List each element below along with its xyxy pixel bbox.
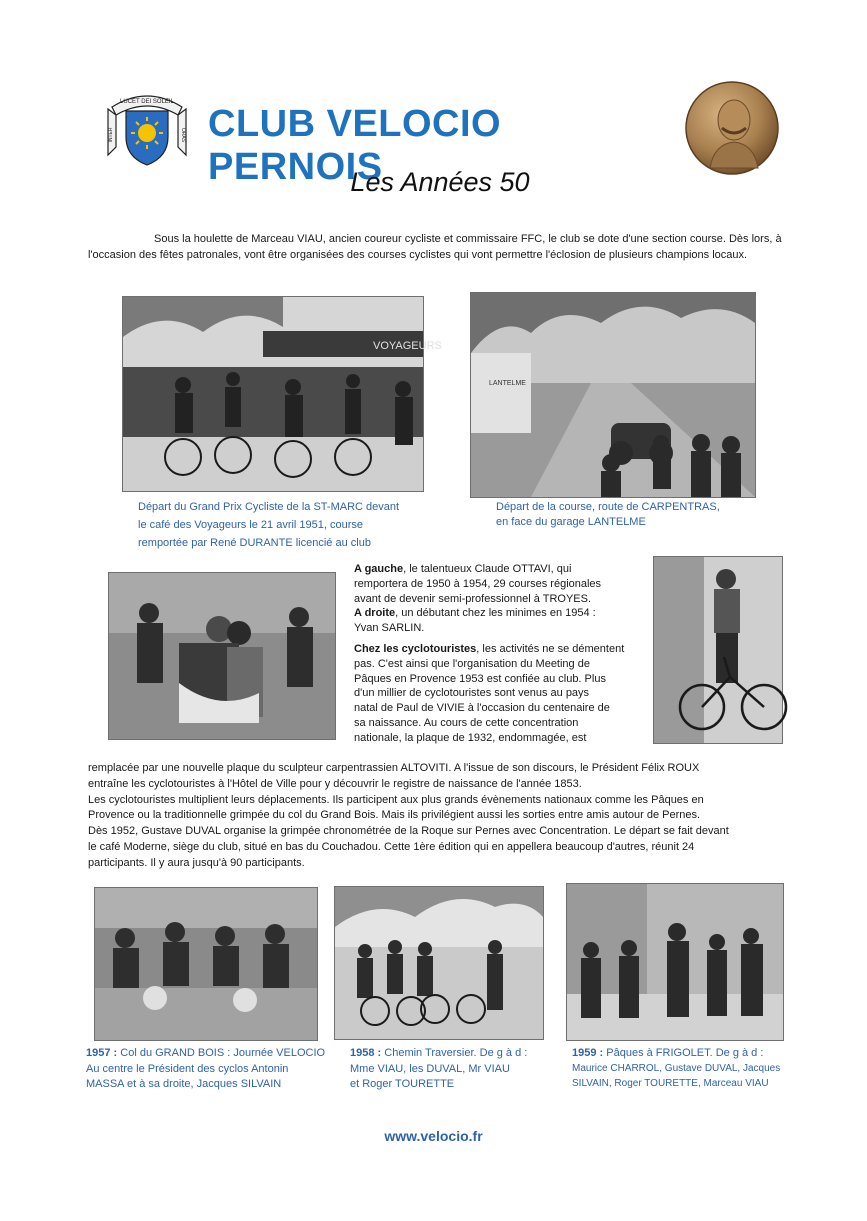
caption-year: 1959 : (572, 1047, 604, 1059)
caption-photo-2 (496, 500, 756, 530)
svg-text:ORAS: ORAS (180, 127, 186, 143)
text-line: le café Moderne, siège du club, situé en bas du Couchadou. Cette 1ère édition qui en appellera beaucoup d'autres, réunit 24 (88, 840, 695, 853)
caption-line: SILVAIN, Roger TOURETTE, Marceau VIAU (572, 1078, 769, 1089)
caption-line: le café des Voyageurs le 21 avril 1951, course (138, 519, 364, 531)
footer-url-link[interactable]: www.velocio.fr (384, 1128, 483, 1144)
caption-line: Au centre le Président des cyclos Antonin (86, 1062, 289, 1075)
text-line: remportera de 1950 à 1954, 29 courses régionales (354, 577, 602, 590)
intro-paragraph (88, 232, 788, 263)
photo-chemin-traversier (334, 886, 544, 1040)
caption-line: Maurice CHARROL, Gustave DUVAL, Jacques (572, 1063, 781, 1074)
text-line: pas. C'est ainsi que l'organisation du Meeting de (354, 657, 590, 670)
photo-carpentras-road-start (470, 292, 756, 498)
cyclo-label: Chez les cyclotouristes (354, 642, 477, 655)
caption-photo-1 (138, 498, 438, 552)
caption-line: Mme VIAU, les DUVAL, Mr VIAU (350, 1062, 510, 1075)
left-label: A gauche (354, 563, 404, 575)
caption-year: 1958 : (350, 1047, 382, 1059)
caption-line: Col du GRAND BOIS : Journée VELOCIO (117, 1047, 326, 1059)
ottavi-paragraph (354, 562, 650, 636)
text-line: sa naissance. Au cours de cette concentration (354, 716, 579, 729)
cyclo-paragraph (354, 642, 650, 746)
full-width-paragraph (88, 761, 798, 872)
text-line: remplacée par une nouvelle plaque du sculpteur carpentrassien ALTOVITI. A l'issue de son discours, le Président Félix ROUX (88, 762, 700, 774)
text-line: , le talentueux Claude OTTAVI, qui (403, 563, 572, 575)
svg-text:LUCET DEI SOLEIL: LUCET DEI SOLEIL (120, 99, 174, 105)
text-line: , un débutant chez les minimes en 1954 : (395, 607, 596, 620)
page-subtitle: Les Années 50 (350, 167, 530, 197)
text-line: Pâques en Provence 1953 est confiée au club. Plus (354, 672, 606, 685)
caption-line: Départ du Grand Prix Cycliste de la ST-MARC devant (138, 501, 400, 513)
text-line: participants. Il y aura jusqu'à 90 participants. (88, 856, 305, 869)
caption-line: Départ de la course, route de CARPENTRAS, (496, 501, 720, 513)
text-line: natal de Paul de VIVIE à l'occasion du centenaire de (354, 702, 610, 715)
svg-text:INTER: INTER (108, 127, 114, 143)
caption-line: Pâques à FRIGOLET. De g à d : (603, 1047, 764, 1059)
photo-claude-ottavi (108, 572, 336, 740)
caption-line: Chemin Traversier. De g à d : (381, 1047, 528, 1059)
voyageurs-sign: VOYAGEURS (373, 340, 442, 352)
right-label: A droite (354, 607, 396, 620)
text-line: Les cyclotouristes multiplient leurs déplacements. Ils participent aux plus grands évènements nationaux comme les Pâques en (88, 793, 704, 806)
caption-1959 (572, 1046, 787, 1091)
crest-icon (104, 85, 190, 171)
caption-line: remportée par René DURANTE licencié au club (138, 537, 371, 549)
caption-1958 (350, 1046, 550, 1093)
velocio-medallion (684, 80, 780, 176)
text-line: Provence ou la traditionnelle grimpée du col du Grand Bois. Mais ils privilégient aussi les sorties entre amis autour de Pernes. (88, 809, 701, 822)
intro-text: Sous la houlette de Marceau VIAU, ancien coureur cycliste et commissaire FFC, le club se dote d'une section course. Dès lors, à l'occasion des fêtes patronales, vont être organisées des courses cyclistes qui vont permettre l'éclosion de plusieurs champions locaux. (88, 233, 782, 261)
text-line: Dès 1952, Gustave DUVAL organise la grimpée chronométrée de la Roque sur Pernes avec Concentration. Le départ se fait devant (88, 825, 729, 838)
caption-year: 1957 : (86, 1047, 118, 1059)
caption-line: en face du garage LANTELME (496, 516, 646, 528)
photo-yvan-sarlin (653, 556, 783, 744)
text-line: d'un millier de cyclotouristes sont venus au pays (354, 687, 590, 700)
text-line: entraîne les cyclotouristes à l'Hôtel de Ville pour y découvrir le registre de naissance de l'année 1853. (88, 777, 582, 790)
text-line: , les activités ne se démentent (476, 642, 625, 655)
club-title: CLUB VELOCIO PERNOIS (208, 103, 502, 188)
lantelme-sign: LANTELME (489, 380, 526, 387)
middle-text-block (354, 562, 650, 746)
caption-1957 (86, 1046, 336, 1093)
photo-paques-frigolet (566, 883, 784, 1041)
text-line: avant de devenir semi-professionnel à TROYES. (354, 592, 592, 605)
text-line: nationale, la plaque de 1932, endommagée, est (354, 731, 587, 744)
photo-grand-prix-start (122, 296, 442, 492)
caption-line: MASSA et à sa droite, Jacques SILVAIN (86, 1078, 282, 1090)
caption-line: et Roger TOURETTE (350, 1078, 455, 1090)
portrait-medal-icon (684, 80, 780, 176)
photo-col-grand-bois (94, 887, 318, 1041)
text-line: Yvan SARLIN. (354, 622, 425, 635)
club-logo (104, 85, 190, 171)
